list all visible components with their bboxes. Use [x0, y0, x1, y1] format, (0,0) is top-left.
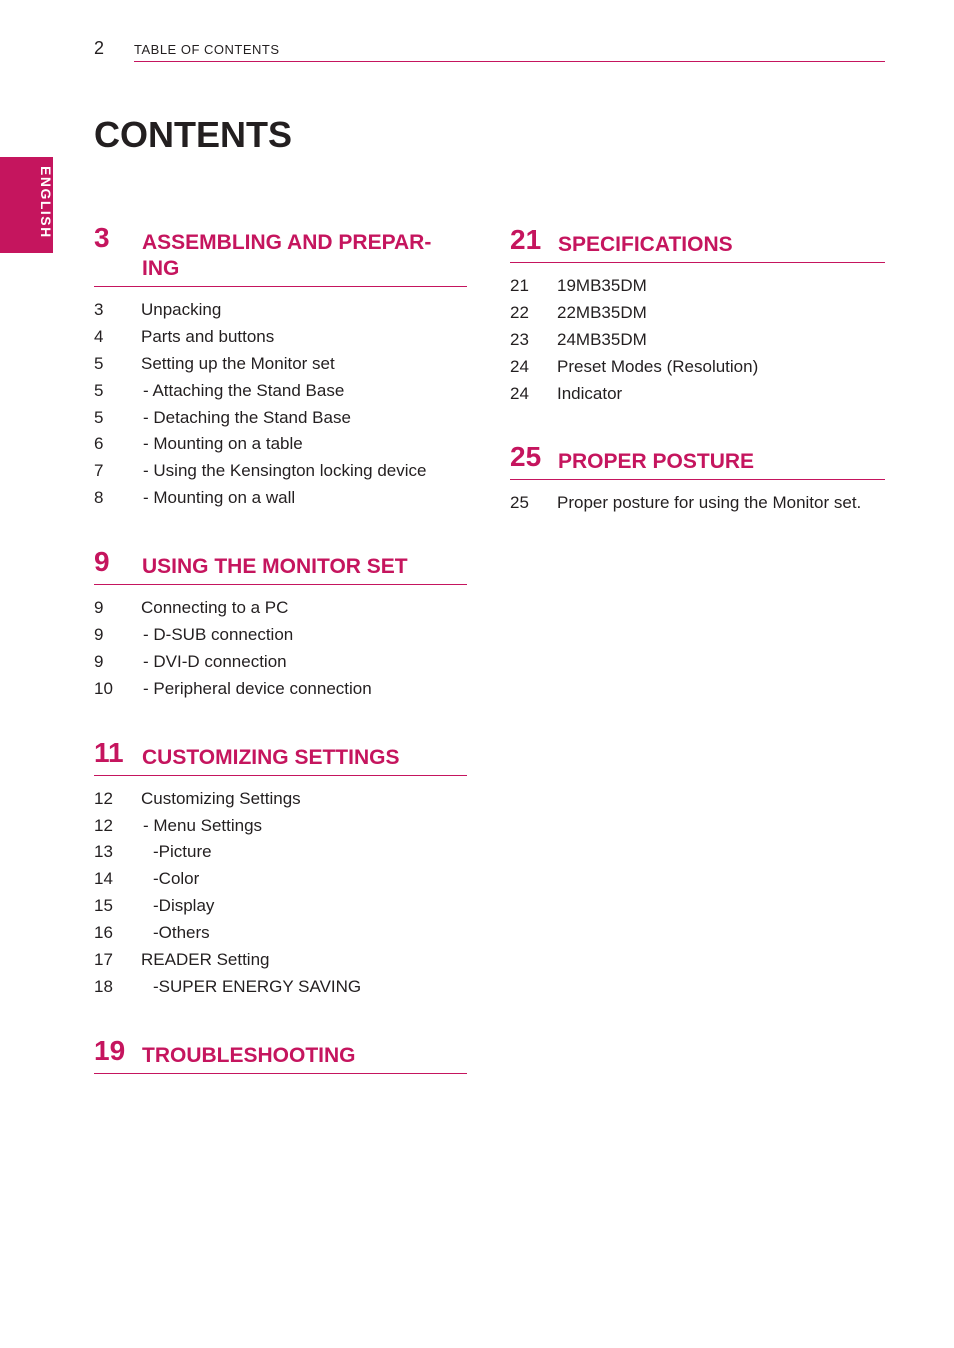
toc-entry[interactable]: [94, 622, 467, 649]
entry-title: 24MB35DM: [557, 329, 647, 349]
toc-section: [94, 222, 467, 512]
entry-title: -Picture: [153, 842, 212, 862]
toc-section: [510, 441, 885, 517]
entry-page-number: 6: [94, 434, 104, 454]
entry-title: - D-SUB connection: [143, 625, 294, 645]
toc-entry[interactable]: [510, 273, 885, 300]
entry-title: - Mounting on a wall: [143, 488, 296, 508]
toc-entry[interactable]: [94, 405, 467, 432]
toc-entry[interactable]: [94, 947, 467, 974]
entry-page-number: 23: [510, 329, 529, 349]
section-page-number: 9: [94, 546, 110, 578]
entry-page-number: 15: [94, 896, 113, 916]
entry-page-number: 18: [94, 976, 113, 996]
toc-entry[interactable]: [94, 297, 467, 324]
section-title: ASSEMBLING AND PREPAR- ING: [142, 231, 432, 280]
toc-entry[interactable]: [94, 920, 467, 947]
entry-title: - Menu Settings: [143, 815, 263, 835]
toc-section: [94, 737, 467, 1001]
toc-entry[interactable]: [94, 974, 467, 1001]
section-page-number: 3: [94, 222, 110, 253]
entry-list: [94, 297, 467, 512]
entry-title: - Detaching the Stand Base: [143, 407, 351, 427]
entry-title: - Attaching the Stand Base: [143, 380, 345, 400]
section-heading[interactable]: [510, 224, 885, 263]
entry-title: -SUPER ENERGY SAVING: [153, 976, 362, 996]
entry-title: Parts and buttons: [141, 326, 275, 346]
entry-page-number: 14: [94, 869, 113, 889]
toc-entry[interactable]: [510, 327, 885, 354]
entry-page-number: 12: [94, 788, 113, 808]
section-title: PROPER POSTURE: [558, 450, 755, 474]
entry-list: [510, 490, 885, 517]
entry-title: - Peripheral device connection: [143, 678, 372, 698]
toc-entry[interactable]: [94, 324, 467, 351]
entry-list: [94, 595, 467, 703]
toc-section: [510, 224, 885, 407]
language-tab-label: ENGLISH: [38, 166, 54, 239]
entry-title: 22MB35DM: [557, 302, 647, 322]
entry-page-number: 4: [94, 326, 104, 346]
entry-page-number: 22: [510, 302, 529, 322]
toc-entry[interactable]: [94, 378, 467, 405]
entry-title: -Display: [153, 896, 215, 916]
entry-page-number: 24: [510, 383, 529, 403]
entry-page-number: 12: [94, 815, 113, 835]
section-page-number: 25: [510, 441, 542, 473]
entry-page-number: 9: [94, 598, 104, 618]
entry-title: READER Setting: [141, 950, 270, 970]
entry-page-number: 13: [94, 842, 113, 862]
section-heading[interactable]: [94, 1035, 467, 1074]
section-page-number: 21: [510, 224, 542, 255]
entry-title: Setting up the Monitor set: [141, 353, 335, 373]
section-heading[interactable]: [510, 441, 885, 480]
entry-page-number: 7: [94, 461, 104, 481]
section-heading[interactable]: [94, 222, 467, 287]
section-heading[interactable]: [94, 546, 467, 585]
toc-entry[interactable]: [94, 458, 467, 485]
entry-title: - Using the Kensington locking device: [143, 461, 427, 481]
page-title: CONTENTS: [94, 114, 292, 155]
toc-entry[interactable]: [94, 866, 467, 893]
toc-entry[interactable]: [510, 300, 885, 327]
entry-page-number: 25: [510, 493, 529, 513]
language-tab: [0, 157, 53, 253]
entry-title: - DVI-D connection: [143, 651, 287, 671]
entry-page-number: 5: [94, 380, 104, 400]
toc-right-column: [510, 224, 885, 551]
entry-page-number: 3: [94, 300, 104, 319]
toc-entry[interactable]: [94, 431, 467, 458]
entry-title: Indicator: [557, 383, 623, 403]
toc-section: [94, 546, 467, 703]
section-heading[interactable]: [94, 737, 467, 776]
entry-page-number: 8: [94, 488, 104, 508]
entry-title: Customizing Settings: [141, 788, 301, 808]
entry-page-number: 10: [94, 678, 113, 698]
running-title: TABLE OF CONTENTS: [134, 42, 280, 57]
section-page-number: 19: [94, 1034, 126, 1066]
header-divider: [134, 61, 885, 62]
entry-list: [510, 273, 885, 407]
toc-entry[interactable]: [94, 649, 467, 676]
entry-page-number: 17: [94, 950, 113, 970]
entry-page-number: 21: [510, 276, 529, 295]
toc-entry[interactable]: [94, 786, 467, 813]
section-page-number: 11: [94, 736, 124, 768]
entry-title: Preset Modes (Resolution): [557, 356, 759, 376]
entry-title: 19MB35DM: [557, 276, 647, 295]
entry-title: -Others: [153, 923, 210, 943]
entry-page-number: 9: [94, 651, 104, 671]
toc-entry[interactable]: [94, 839, 467, 866]
section-title: USING THE MONITOR SET: [142, 555, 408, 579]
toc-entry[interactable]: [510, 354, 885, 381]
page-number: 2: [94, 38, 105, 58]
toc-entry[interactable]: [94, 893, 467, 920]
toc-entry[interactable]: [94, 595, 467, 622]
entry-page-number: 24: [510, 356, 529, 376]
toc-entry[interactable]: [510, 490, 885, 517]
toc-entry[interactable]: [94, 351, 467, 378]
section-title: CUSTOMIZING SETTINGS: [142, 745, 400, 769]
toc-entry[interactable]: [94, 813, 467, 840]
entry-page-number: 5: [94, 407, 104, 427]
toc-left-column: [94, 222, 467, 1108]
section-title: SPECIFICATIONS: [558, 233, 733, 256]
entry-title: -Color: [153, 869, 200, 889]
toc-entry[interactable]: [94, 676, 467, 703]
entry-title: Connecting to a PC: [141, 598, 289, 618]
toc-section: [94, 1035, 467, 1074]
entry-page-number: 9: [94, 625, 104, 645]
section-title: TROUBLESHOOTING: [142, 1043, 356, 1067]
entry-title: - Mounting on a table: [143, 434, 303, 454]
entry-title: Unpacking: [141, 300, 222, 319]
toc-entry[interactable]: [510, 381, 885, 408]
entry-page-number: 5: [94, 353, 104, 373]
entry-page-number: 16: [94, 923, 113, 943]
entry-list: [94, 786, 467, 1001]
entry-title: Proper posture for using the Monitor set.: [557, 493, 862, 513]
toc-entry[interactable]: [94, 485, 467, 512]
